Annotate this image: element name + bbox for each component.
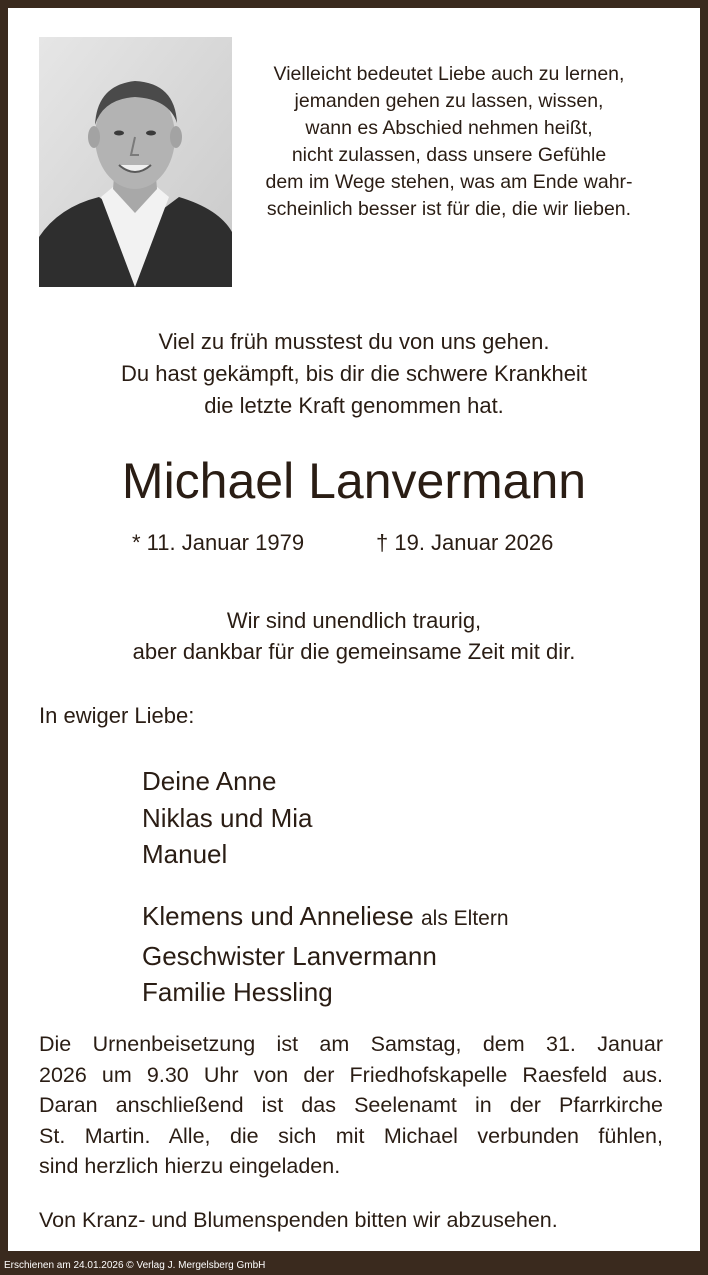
family-group-secondary <box>142 898 509 1011</box>
family-member: Manuel <box>142 839 228 869</box>
love-heading: In ewiger Liebe: <box>39 703 195 728</box>
donations-note: Von Kranz- und Blumenspenden bitten wir abzusehen. <box>39 1208 558 1232</box>
portrait-image <box>39 37 232 287</box>
deceased-name: Michael Lanvermann <box>121 453 587 509</box>
family-group-primary <box>142 763 313 873</box>
death-date: † 19. Januar 2026 <box>376 530 554 555</box>
ceremony-line: Die Urnenbeisetzung ist am Samstag, dem 31. Januar <box>39 1032 663 1056</box>
mourning-text <box>8 605 700 667</box>
family-member-siblings: Geschwister Lanvermann <box>142 940 437 971</box>
mourning-line: Wir sind unendlich traurig, <box>226 608 482 633</box>
intro-line: Viel zu früh musstest du von uns gehen. <box>158 329 550 354</box>
family-member-family: Familie Hessling <box>142 977 333 1007</box>
poem-line: nicht zulassen, dass unsere Gefühle <box>291 144 607 166</box>
obituary-card <box>8 8 700 1251</box>
ceremony-line: sind herzlich hierzu eingeladen. <box>39 1154 341 1178</box>
poem-line: Vielleicht bedeutet Liebe auch zu lernen, <box>273 63 625 85</box>
portrait-photo <box>39 37 232 287</box>
ceremony-line: St. Martin. Alle, die sich mit Michael verbunden fühlen, <box>39 1123 663 1148</box>
family-member-parents <box>142 898 509 938</box>
family-member: Deine Anne <box>142 766 277 796</box>
poem-line: scheinlich besser ist für die, die wir lieben. <box>266 198 632 220</box>
birth-date: * 11. Januar 1979 <box>132 530 305 555</box>
poem-line: wann es Abschied nehmen heißt, <box>305 117 593 139</box>
intro-line: die letzte Kraft genommen hat. <box>204 393 504 418</box>
family-member: Niklas und Mia <box>142 802 313 833</box>
parents-names: Klemens und Anneliese <box>142 901 414 931</box>
poem-line: dem im Wege stehen, was am Ende wahr- <box>265 171 633 193</box>
parents-suffix: als Eltern <box>420 907 509 930</box>
intro-line: Du hast gekämpft, bis dir die schwere Krankheit <box>121 361 587 386</box>
ceremony-line: Daran anschließend ist das Seelenamt in der Pfarrkirche <box>39 1093 663 1117</box>
poem-line: jemanden gehen zu lassen, wissen, <box>294 90 604 112</box>
ceremony-paragraph <box>39 1029 663 1182</box>
intro-text <box>8 326 700 422</box>
ceremony-line: 2026 um 9.30 Uhr von der Friedhofskapelle Raesfeld aus. <box>39 1062 663 1087</box>
mourning-line: aber dankbar für die gemeinsame Zeit mit dir. <box>132 639 576 664</box>
publication-footer: Erschienen am 24.01.2026 © Verlag J. Mergelsberg GmbH <box>4 1260 266 1271</box>
poem <box>234 61 664 223</box>
